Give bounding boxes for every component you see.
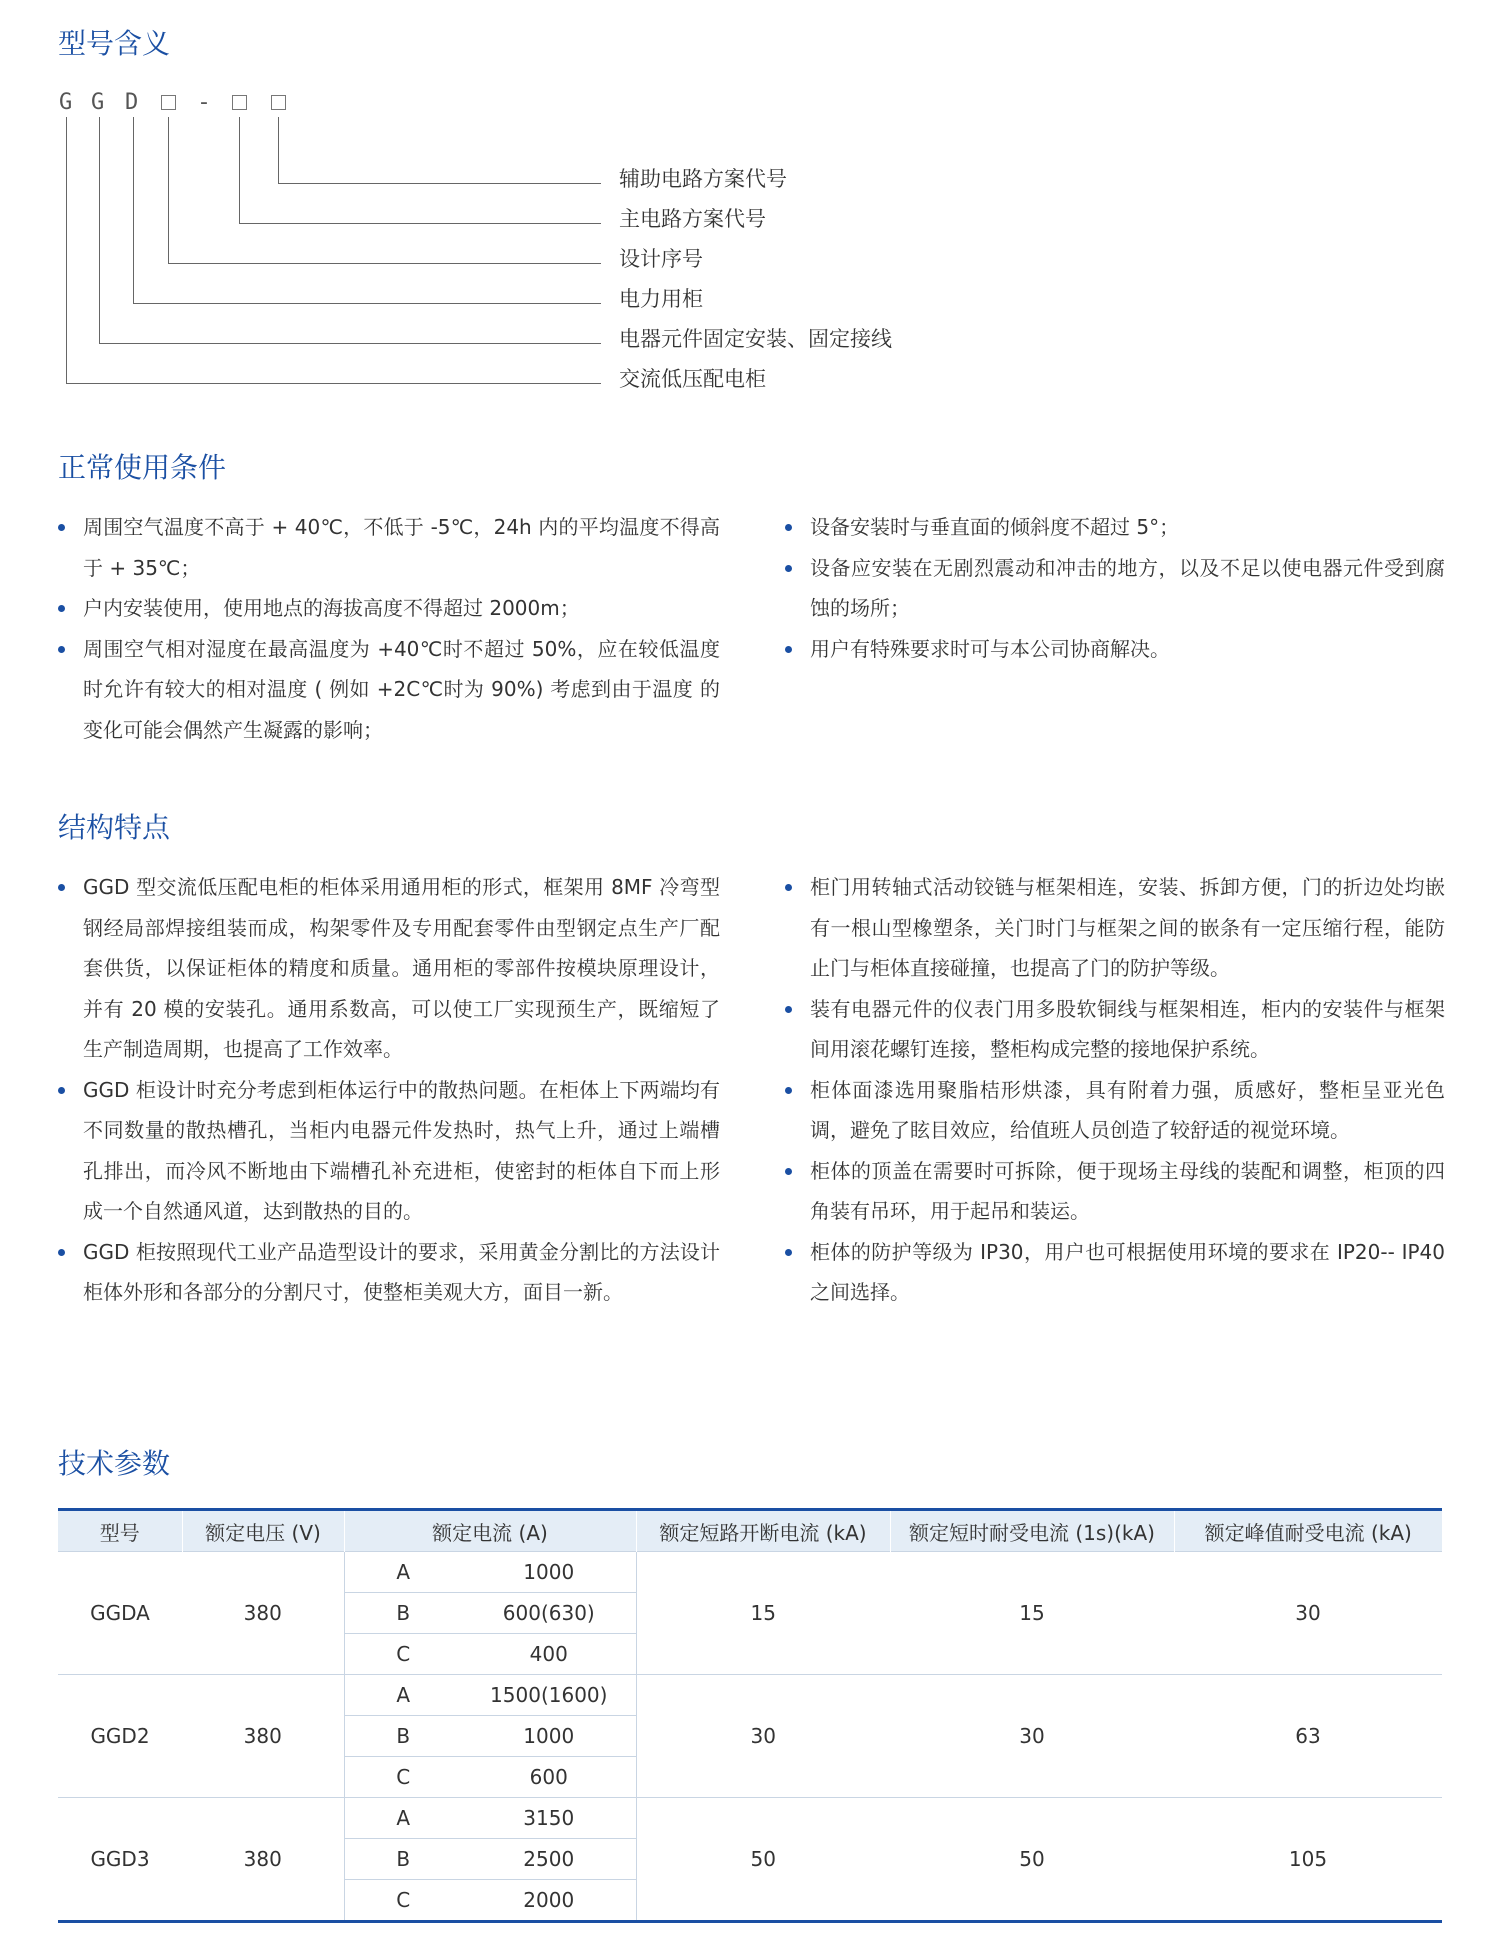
cell-peak: 105 xyxy=(1174,1798,1442,1922)
leader-h-fixed xyxy=(99,343,601,344)
cell-grade: C xyxy=(344,1634,462,1675)
leader-h-ac xyxy=(66,383,601,384)
leader-line-power xyxy=(133,117,134,303)
list-item: GGD 柜按照现代工业产品造型设计的要求，采用黄金分割比的方法设计柜体外形和各部分的分割尺寸，使整柜美观大方，面目一新。 xyxy=(58,1232,720,1313)
code-label-fixed-install: 电器元件固定安装、固定接线 xyxy=(619,327,892,351)
cell-grade: B xyxy=(344,1716,462,1757)
code-placeholder-box-aux xyxy=(271,95,286,110)
conditions-list-right xyxy=(785,507,1445,669)
cell-model: GGDA xyxy=(58,1552,182,1675)
code-letter-3: D xyxy=(125,90,139,115)
table-row xyxy=(58,1675,1442,1716)
table-row xyxy=(58,1798,1442,1839)
cell-current: 400 xyxy=(462,1634,636,1675)
cell-breaking: 15 xyxy=(636,1552,890,1675)
code-placeholder-box-design xyxy=(161,95,176,110)
conditions-list-left xyxy=(58,507,720,750)
cell-current: 600 xyxy=(462,1757,636,1798)
leader-line-ac xyxy=(66,117,67,383)
leader-h-main xyxy=(239,223,601,224)
cell-grade: C xyxy=(344,1880,462,1922)
leader-line-design xyxy=(168,117,169,263)
code-label-design-serial: 设计序号 xyxy=(619,247,703,271)
list-item: 柜体面漆选用聚脂桔形烘漆，具有附着力强，质感好，整柜呈亚光色调，避免了眩目效应，给值班人员创造了较舒适的视觉环境。 xyxy=(785,1070,1445,1151)
cell-peak: 30 xyxy=(1174,1552,1442,1675)
cell-current: 1000 xyxy=(462,1552,636,1593)
cell-grade: B xyxy=(344,1593,462,1634)
cell-breaking: 30 xyxy=(636,1675,890,1798)
leader-h-aux xyxy=(278,183,601,184)
cell-current: 2000 xyxy=(462,1880,636,1922)
cell-current: 1000 xyxy=(462,1716,636,1757)
leader-line-main xyxy=(239,117,240,223)
list-item: 设备应安装在无剧烈震动和冲击的地方，以及不足以使电器元件受到腐蚀的场所； xyxy=(785,548,1445,629)
cell-current: 600(630) xyxy=(462,1593,636,1634)
table-row xyxy=(58,1552,1442,1593)
section-title-structure: 结构特点 xyxy=(58,811,171,844)
code-letter-1: G xyxy=(59,90,73,115)
cell-short-time: 15 xyxy=(890,1552,1174,1675)
cell-short-time: 30 xyxy=(890,1675,1174,1798)
structure-list-right xyxy=(785,867,1445,1313)
section-title-conditions: 正常使用条件 xyxy=(58,451,227,484)
cell-voltage: 380 xyxy=(182,1552,344,1675)
header-short-time: 额定短时耐受电流 (1s)(kA) xyxy=(890,1510,1174,1552)
cell-grade: A xyxy=(344,1798,462,1839)
tech-spec-table xyxy=(58,1508,1442,1923)
list-item: 周围空气相对湿度在最高温度为 +40℃时不超过 50%，应在较低温度时允许有较大的相对温度 ( 例如 +2C℃时为 90%) 考虑到由于温度 的变化可能会偶然产生凝露的影响； xyxy=(58,629,720,751)
section-title-model-meaning: 型号含义 xyxy=(58,27,171,60)
cell-current: 3150 xyxy=(462,1798,636,1839)
code-label-aux-circuit: 辅助电路方案代号 xyxy=(619,167,787,191)
list-item: GGD 柜设计时充分考虑到柜体运行中的散热问题。在柜体上下两端均有不同数量的散热槽孔，当柜内电器元件发热时，热气上升，通过上端槽孔排出，而冷风不断地由下端槽孔补充进柜，使密封的柜体自下而上形成一个自然通风道，达到散热的目的。 xyxy=(58,1070,720,1232)
header-voltage: 额定电压 (V) xyxy=(182,1510,344,1552)
cell-grade: A xyxy=(344,1675,462,1716)
code-letter-2: G xyxy=(91,90,105,115)
cell-grade: B xyxy=(344,1839,462,1880)
list-item: 用户有特殊要求时可与本公司协商解决。 xyxy=(785,629,1445,670)
code-label-main-circuit: 主电路方案代号 xyxy=(619,207,766,231)
cell-peak: 63 xyxy=(1174,1675,1442,1798)
list-item: 户内安装使用，使用地点的海拔高度不得超过 2000m； xyxy=(58,588,720,629)
list-item: 设备安装时与垂直面的倾斜度不超过 5°； xyxy=(785,507,1445,548)
leader-line-fixed xyxy=(99,117,100,343)
cell-grade: C xyxy=(344,1757,462,1798)
cell-short-time: 50 xyxy=(890,1798,1174,1922)
table-header-row xyxy=(58,1510,1442,1552)
code-placeholder-box-main xyxy=(232,95,247,110)
list-item: 周围空气温度不高于 + 40℃，不低于 -5℃，24h 内的平均温度不得高于 + 35℃； xyxy=(58,507,720,588)
list-item: GGD 型交流低压配电柜的柜体采用通用柜的形式，框架用 8MF 冷弯型钢经局部焊接组装而成，构架零件及专用配套零件由型钢定点生产厂配套供货，以保证柜体的精度和质量。通用柜的零部件按模块原理设计，并有 20 模的安装孔。通用系数高，可以使工厂实现预生产，既缩短了生产制造周期，也提高了工作效率。 xyxy=(58,867,720,1070)
list-item: 装有电器元件的仪表门用多股软铜线与框架相连，柜内的安装件与框架间用滚花螺钉连接，整柜构成完整的接地保护系统。 xyxy=(785,989,1445,1070)
code-dash: - xyxy=(200,90,208,115)
cell-current: 1500(1600) xyxy=(462,1675,636,1716)
list-item: 柜门用转轴式活动铰链与框架相连，安装、拆卸方便，门的折边处均嵌有一根山型橡塑条，关门时门与框架之间的嵌条有一定压缩行程，能防止门与柜体直接碰撞，也提高了门的防护等级。 xyxy=(785,867,1445,989)
cell-model: GGD3 xyxy=(58,1798,182,1922)
header-model: 型号 xyxy=(58,1510,182,1552)
section-title-tech: 技术参数 xyxy=(58,1447,171,1480)
header-breaking: 额定短路开断电流 (kA) xyxy=(636,1510,890,1552)
header-peak: 额定峰值耐受电流 (kA) xyxy=(1174,1510,1442,1552)
list-item: 柜体的顶盖在需要时可拆除，便于现场主母线的装配和调整，柜顶的四角装有吊环，用于起吊和装运。 xyxy=(785,1151,1445,1232)
leader-h-power xyxy=(133,303,601,304)
code-label-power-cabinet: 电力用柜 xyxy=(619,287,703,311)
cell-voltage: 380 xyxy=(182,1798,344,1922)
leader-line-aux xyxy=(278,117,279,183)
header-current: 额定电流 (A) xyxy=(344,1510,636,1552)
code-label-ac-lv-cabinet: 交流低压配电柜 xyxy=(619,367,766,391)
leader-h-design xyxy=(168,263,601,264)
cell-grade: A xyxy=(344,1552,462,1593)
cell-voltage: 380 xyxy=(182,1675,344,1798)
structure-list-left xyxy=(58,867,720,1313)
cell-model: GGD2 xyxy=(58,1675,182,1798)
cell-current: 2500 xyxy=(462,1839,636,1880)
cell-breaking: 50 xyxy=(636,1798,890,1922)
list-item: 柜体的防护等级为 IP30，用户也可根据使用环境的要求在 IP20-- IP40 之间选择。 xyxy=(785,1232,1445,1313)
